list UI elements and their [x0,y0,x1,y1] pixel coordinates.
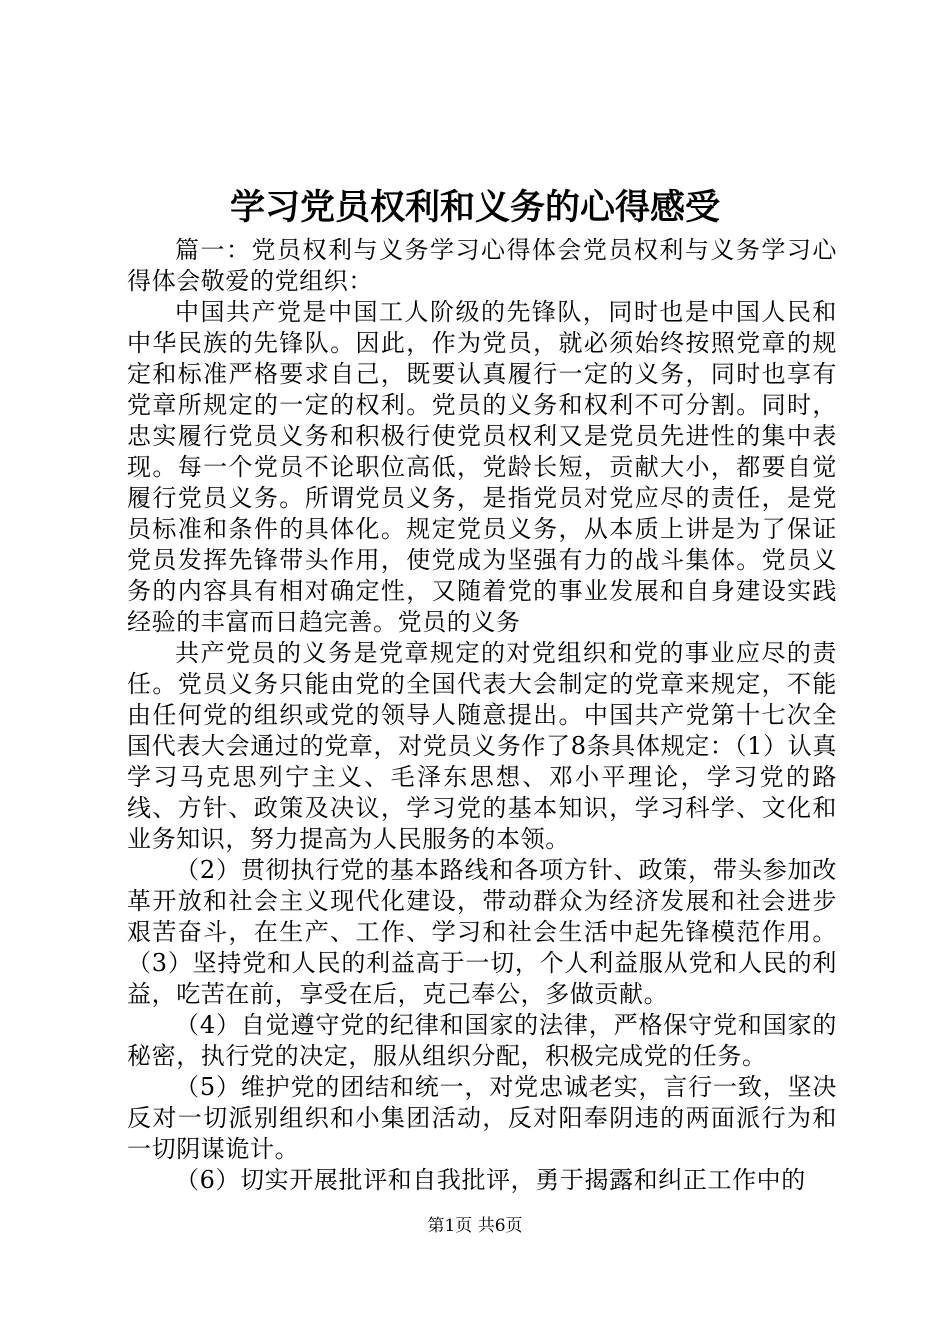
document-title: 学习党员权利和义务的心得感受 [229,187,720,228]
paragraph-duty-6: （6）切实开展批评和自我批评，勇于揭露和纠正工作中的 [175,1166,806,1194]
paragraph-duty-5: （5）维护党的团结和统一，对党忠诚老实，言行一致，坚决反对一切派别组织和小集团活动，反对阳奉阴违的两面派行为和一切阴谋诡计。 [127,1073,837,1163]
document-body [127,235,837,1196]
paragraph-duty-4: （4）自觉遵守党的纪律和国家的法律，严格保守党和国家的秘密，执行党的决定，服从组织分配，积极完成党的任务。 [127,1011,837,1070]
paragraph-duties-overview: 共产党员的义务是党章规定的对党组织和党的事业应尽的责任。党员义务只能由党的全国代表大会制定的党章来规定，不能由任何党的组织或党的领导人随意提出。中国共产党第十七次全国代表大会通过的党章，对党员义务作了8条具体规定：（1）认真学习马克思列宁主义、毛泽东思想、邓小平理论，学习党的路线、方针、政策及决议，学习党的基本知识，学习科学、文化和业务知识，努力提高为人民服务的本领。 [127,639,837,853]
paragraph-intro: 篇一：党员权利与义务学习心得体会党员权利与义务学习心得体会敬爱的党组织： [127,236,837,295]
paragraph-vanguard: 中国共产党是中国工人阶级的先锋队，同时也是中国人民和中华民族的先锋队。因此，作为党员，就必须始终按照党章的规定和标准严格要求自己，既要认真履行一定的义务，同时也享有党章所规定的一定的权利。党员的义务和权利不可分割。同时，忠实履行党员义务和积极行使党员权利又是党员先进性的集中表现。每一个党员不论职位高低，党龄长短，贡献大小，都要自觉履行党员义务。所谓党员义务，是指党员对党应尽的责任，是党员标准和条件的具体化。规定党员义务，从本质上讲是为了保证党员发挥先锋带头作用，使党成为坚强有力的战斗集体。党员义务的内容具有相对确定性，又随着党的事业发展和自身建设实践经验的丰富而日趋完善。党员的义务 [127,298,837,636]
page-number-footer: 第1页 共6页 [427,1216,523,1236]
paragraph-duty-2-3: （2）贯彻执行党的基本路线和各项方针、政策，带头参加改革开放和社会主义现代化建设，带动群众为经济发展和社会进步艰苦奋斗，在生产、工作、学习和社会生活中起先锋模范作用。（3）坚持党和人民的利益高于一切，个人利益服从党和人民的利益，吃苦在前，享受在后，克己奉公，多做贡献。 [127,856,837,1008]
